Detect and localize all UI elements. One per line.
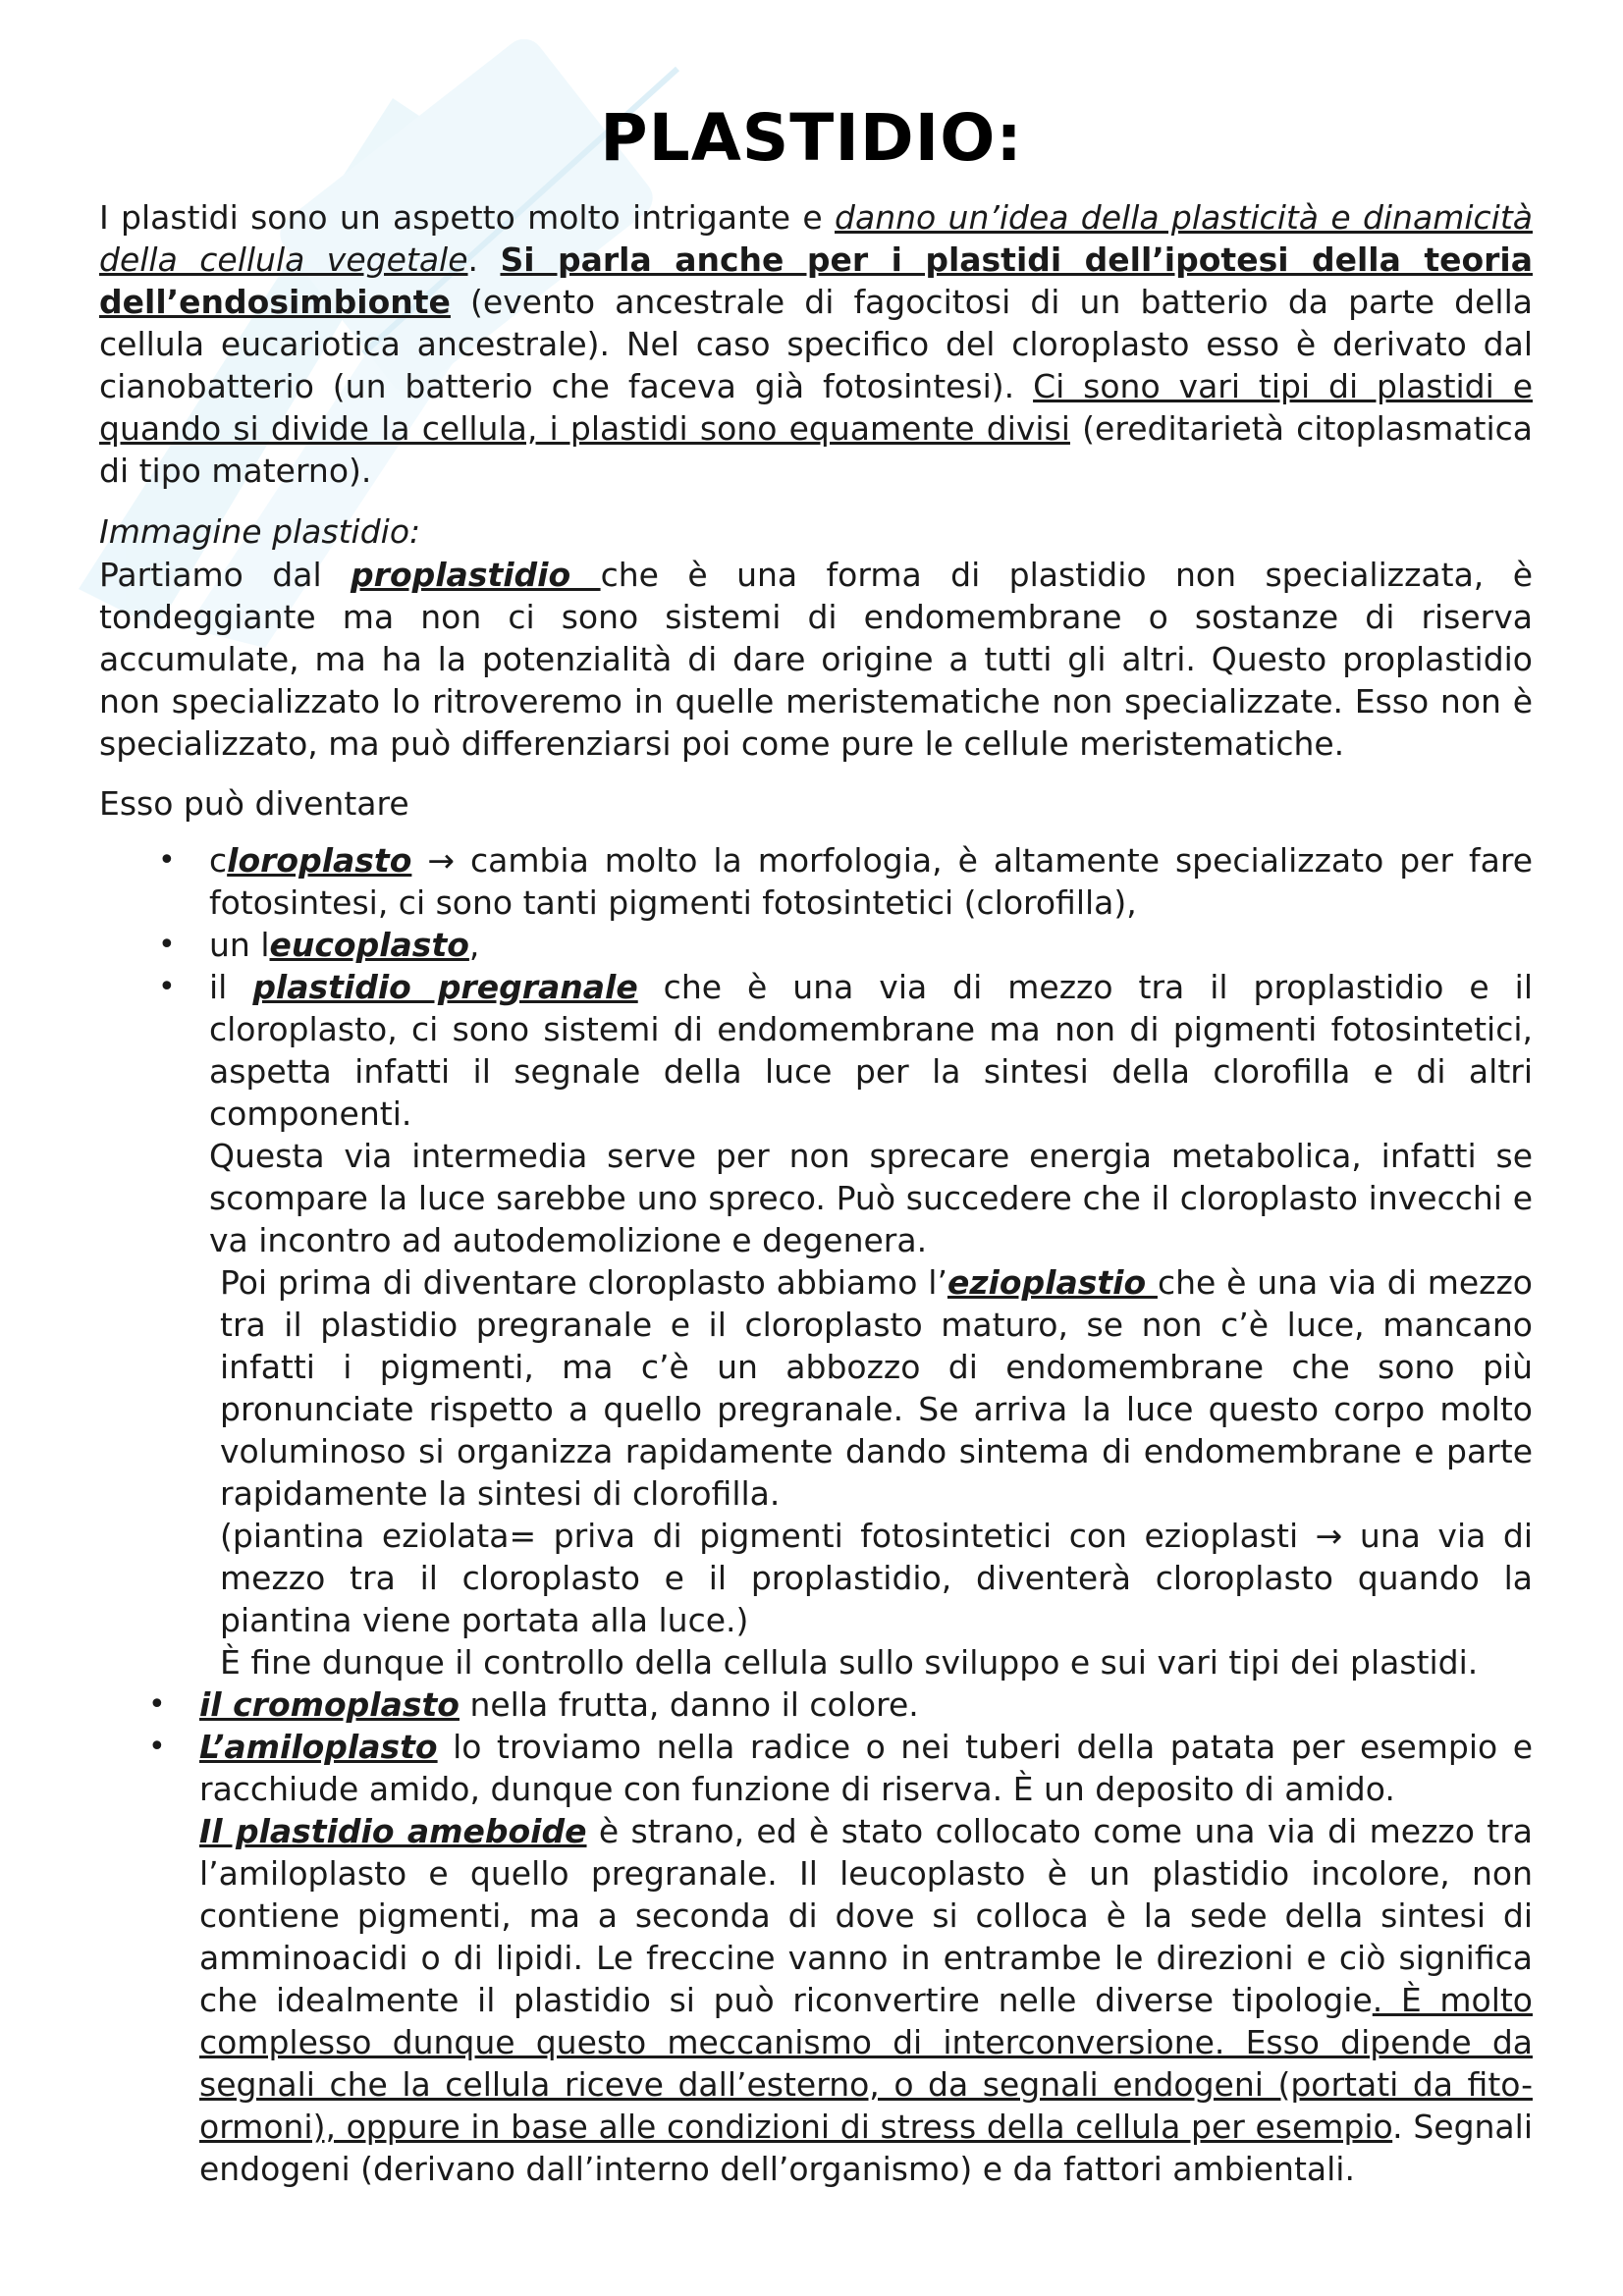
intro-key-statement: Si parla anche per i plastidi dell’ipotesi della teoria dell’endosimbionte	[99, 240, 1534, 321]
term-leucoplasto: eucoplasto	[269, 926, 469, 964]
ezioplastio-paragraph	[220, 1261, 1533, 1515]
list-text: lo troviamo nella radice o nei tuberi della patata per esempio e racchiude amido, dunque con funzione di riserva. È un deposito di amido.	[199, 1728, 1533, 1808]
bullet-icon: •	[148, 1687, 166, 1722]
term-cromoplasto: il cromoplasto	[199, 1685, 460, 1724]
image-label: Immagine plastidio:	[99, 512, 421, 551]
list-item-amiloplasto	[199, 1726, 1533, 1810]
esso-puo-line: Esso può diventare	[99, 784, 409, 823]
page-title: PLASTIDIO:	[600, 100, 1023, 176]
bullet-icon: •	[158, 970, 176, 1004]
term-cloroplasto: loroplasto	[227, 841, 412, 880]
list-text: cambia molto la morfologia, è altamente specializzato per fare fotosintesi, ci sono tanti pigmenti fotosintetici (clorofilla),	[209, 841, 1533, 922]
ameboide-paragraph	[199, 1810, 1533, 2190]
list-text: che è una via di mezzo tra il plastidio pregranale e il cloroplasto maturo, se non c’è luce, mancano infatti i pigmenti, ma c’è un abbozzo di endomembrane che sono più pronunciate rispetto a quello pregranale. Se arriva la luce questo corpo molto voluminoso si organizza rapidamente dando sintema di endomembrane e parte rapidamente la sintesi di clorofilla.	[220, 1263, 1533, 1513]
intro-text: (evento ancestrale di fagocitosi di un batterio da parte della cellula eucariotica ancestrale). Nel caso specifico del cloroplasto esso è derivato dal cianobatterio (un batterio che faceva già fotosintesi).	[99, 283, 1533, 405]
list-text: ,	[468, 926, 480, 964]
list-text: (piantina eziolata= priva di pigmenti fotosintetici con ezioplasti	[220, 1517, 1316, 1555]
term-plastidio-pregranale: plastidio pregranale	[252, 968, 638, 1006]
bullet-icon: •	[148, 1730, 166, 1764]
paragraph-text: che è una forma di plastidio non specializzata, è tondeggiante ma non ci sono sistemi di endomembrane o sostanze di riserva accumulate, ma ha la potenzialità di dare origine a tutti gli altri. Questo proplastidio non specializzato lo ritroveremo in quelle meristematiche non specializzate. Esso non è specializzato, ma può differenziarsi poi come pure le cellule meristematiche.	[99, 556, 1533, 763]
arrow-right-icon: →	[411, 841, 470, 880]
pregranale-paragraph-2: Questa via intermedia serve per non sprecare energia metabolica, infatti se scompare la luce sarebbe uno spreco. Può succedere che il cloroplasto invecchi e va incontro ad autodemolizione e degenera.	[209, 1137, 1533, 1259]
list-text: che è una via di mezzo tra il proplastidio e il cloroplasto, ci sono sistemi di endomembrane ma non di pigmenti fotosintetici, aspetta infatti il segnale della luce per la sintesi della clorofilla e di altri componenti.	[209, 968, 1534, 1133]
term-amiloplasto: L’amiloplasto	[199, 1728, 438, 1766]
intro-paragraph	[99, 196, 1533, 492]
proplastidio-paragraph	[99, 554, 1533, 765]
bullet-icon: •	[158, 928, 176, 962]
list-item-leucoplasto	[209, 924, 1533, 966]
term-proplastidio: proplastidio	[351, 556, 601, 594]
underlined-text: . È molto complesso dunque questo meccanismo di interconversione. Esso dipende da segnali che la cellula riceve dall’esterno, o da segnali endogeni (portati da fito-ormoni), oppure in base alle condizioni di stress della cellula per esempio	[199, 1981, 1534, 2146]
intro-text: .	[467, 240, 501, 279]
list-text: Poi prima di diventare cloroplasto abbiamo l’	[220, 1263, 947, 1302]
intro-emphasis: danno un’idea della plasticità e dinamicità della cellula vegetale	[99, 198, 1533, 279]
list-text: . Segnali endogeni (derivano dall’interno dell’organismo) e da fattori ambientali.	[199, 2108, 1533, 2188]
controllo-paragraph: È fine dunque il controllo della cellula sullo sviluppo e sui vari tipi dei plastidi.	[220, 1643, 1479, 1682]
intro-text: I plastidi sono un aspetto molto intrigante e	[99, 198, 836, 237]
term-ezioplastio: ezioplastio	[947, 1263, 1158, 1302]
list-text: è strano, ed è stato collocato come una via di mezzo tra l’amiloplasto e quello pregranale. Il leucoplasto è un plastidio incolore, non contiene pigmenti, ma a seconda di dove si colloca è la sede della sintesi di amminoacidi o di lipidi. Le freccine vanno in entrambe le direzioni e ciò significa che idealmente il plastidio si può riconvertire nelle diverse tipologie	[199, 1812, 1534, 2019]
term-plastidio-ameboide: Il plastidio ameboide	[199, 1812, 587, 1850]
list-text: il	[209, 968, 253, 1006]
list-text: una via di mezzo tra il cloroplasto e il proplastidio, diventerà cloroplasto quando la piantina viene portata alla luce.)	[220, 1517, 1533, 1639]
bullet-icon: •	[158, 843, 176, 878]
arrow-right-icon: →	[1315, 1517, 1343, 1555]
piantina-eziolata-paragraph	[220, 1515, 1533, 1641]
list-item-cromoplasto	[199, 1683, 1533, 1726]
intro-text: (ereditarietà citoplasmatica di tipo materno).	[99, 409, 1533, 490]
list-item-cloroplasto	[209, 839, 1533, 924]
paragraph-text: Partiamo dal	[99, 556, 352, 594]
list-text: c	[209, 841, 228, 880]
intro-underlined: Ci sono vari tipi di plastidi e quando si divide la cellula, i plastidi sono equamente divisi	[99, 367, 1533, 448]
list-item-pregranale	[209, 966, 1533, 1135]
list-text: un l	[209, 926, 270, 964]
list-text: nella frutta, danno il colore.	[459, 1685, 919, 1724]
